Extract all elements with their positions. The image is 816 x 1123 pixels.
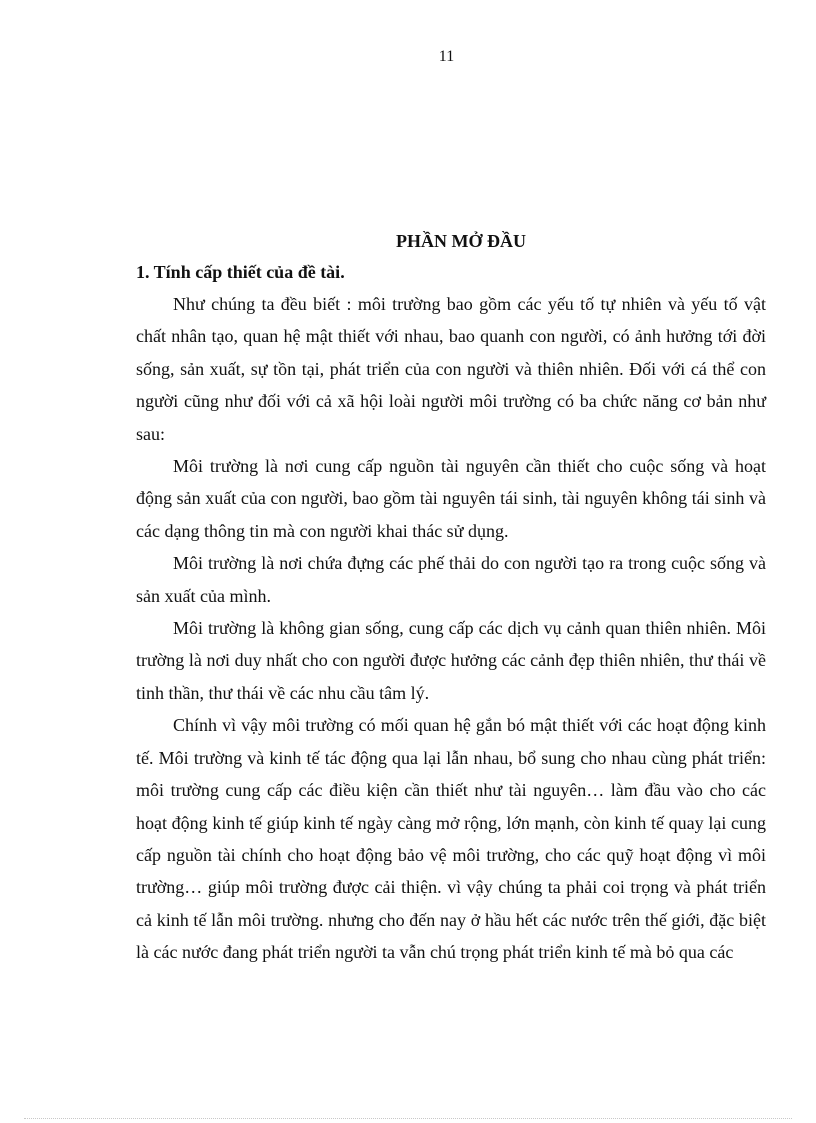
page-bottom-divider xyxy=(24,1118,792,1119)
paragraph-environment-definition: Như chúng ta đều biết : môi trường bao gồm các yếu tố tự nhiên và yếu tố vật chất nhân tạo, quan hệ mật thiết với nhau, bao quanh con người, có ảnh hưởng tới đời sống, sản xuất, sự tồn tại, phát triển của con người và thiên nhiên. Đối với cá thể con người cũng như đối với cả xã hội loài người môi trường có ba chức năng cơ bản như sau: xyxy=(136,294,766,444)
section-title: PHẦN MỞ ĐẦU xyxy=(396,231,526,251)
paragraph-waste-container: Môi trường là nơi chứa đựng các phế thải do con người tạo ra trong cuộc sống và sản xuất của mình. xyxy=(136,553,766,606)
page-number: 11 xyxy=(438,48,455,65)
paragraph-resource-supply: Môi trường là nơi cung cấp nguồn tài nguyên cần thiết cho cuộc sống và hoạt động sản xuất của con người, bao gồm tài nguyên tái sinh, tài nguyên không tái sinh và các dạng thông tin mà con người khai thác sử dụng. xyxy=(136,456,766,541)
paragraph-economy-relation: Chính vì vậy môi trường có mối quan hệ gắn bó mật thiết với các hoạt động kinh tế. Môi trường và kinh tế tác động qua lại lẫn nhau, bổ sung cho nhau cùng phát triển: môi trường cung cấp các điều kiện cần thiết như tài nguyên… làm đầu vào cho các hoạt động kinh tế giúp kinh tế ngày càng mở rộng, lớn mạnh, còn kinh tế quay lại cung cấp nguồn tài chính cho hoạt động bảo vệ môi trường, cho các quỹ hoạt động vì môi trường… giúp môi trường được cải thiện. vì vậy chúng ta phải coi trọng và phát triển cả kinh tế lẫn môi trường. nhưng cho đến nay ở hầu hết các nước trên thế giới, đặc biệt là các nước đang phát triển người ta vẫn chú trọng phát triển kinh tế mà bỏ qua các xyxy=(136,715,766,963)
document-body xyxy=(136,226,766,969)
paragraph-living-space: Môi trường là không gian sống, cung cấp các dịch vụ cảnh quan thiên nhiên. Môi trường là nơi duy nhất cho con người được hưởng các cảnh đẹp thiên nhiên, thư thái về tinh thần, thư thái về các nhu cầu tâm lý. xyxy=(136,618,766,703)
sub-heading: 1. Tính cấp thiết của đề tài. xyxy=(136,262,345,282)
